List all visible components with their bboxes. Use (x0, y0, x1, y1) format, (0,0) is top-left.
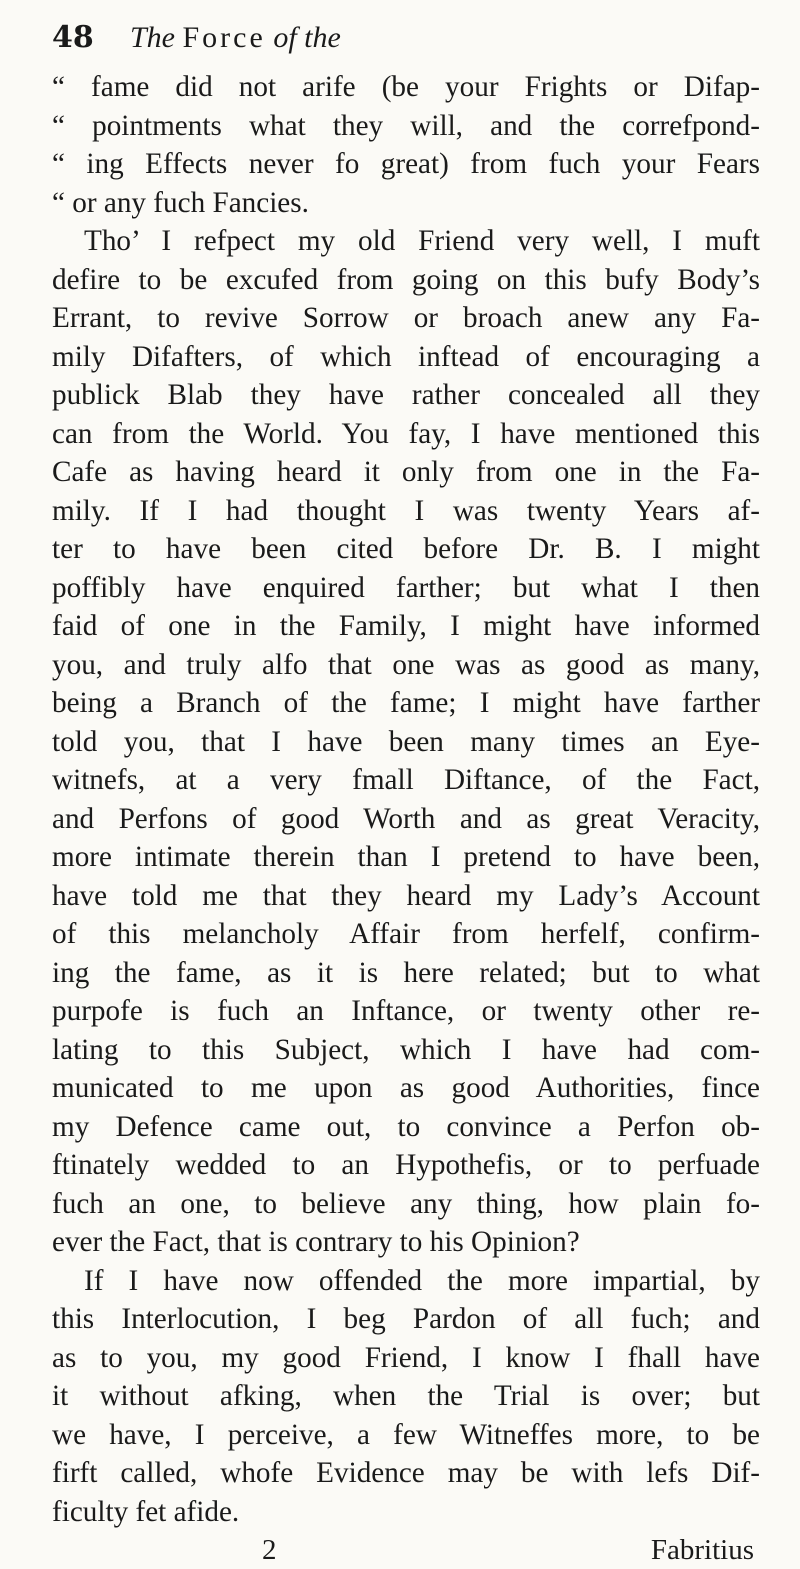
running-title-force: Force (182, 21, 266, 54)
signature-mark: 2 (262, 1534, 277, 1566)
text-line: of this melancholy Affair from herfelf, confirm- (52, 918, 760, 950)
text-line: ing the fame, as it is here related; but to what (52, 956, 760, 989)
text-line: faid of one in the Family, I might have informed (52, 610, 760, 642)
text-line: more intimate therein than I pretend to have been, (52, 841, 760, 873)
text-line: ever the Fact, that is contrary to his Opinion? (52, 1226, 580, 1258)
text-line: purpofe is fuch an Inftance, or twenty other re- (52, 995, 760, 1027)
text-line: you, and truly alfo that one was as good as many, (52, 648, 760, 681)
text-line: being a Branch of the fame; I might have farther (52, 687, 760, 719)
text-line: fuch an one, to believe any thing, how plain fo- (52, 1187, 760, 1220)
text-line: “ pointments what they will, and the correfpond- (52, 109, 760, 142)
text-line: If I have now offended the more impartial, by (84, 1264, 760, 1297)
text-line: have told me that they heard my Lady’s Account (52, 879, 760, 912)
text-line: firft called, whofe Evidence may be with lefs Dif- (52, 1457, 760, 1489)
body-text (52, 68, 760, 1531)
text-line: ftinately wedded to an Hypothefis, or to perfuade (52, 1149, 760, 1181)
text-line: Cafe as having heard it only from one in the Fa- (52, 456, 760, 488)
text-line: lating to this Subject, which I have had com- (52, 1033, 760, 1066)
text-line: municated to me upon as good Authorities, fince (52, 1072, 760, 1104)
text-line: mily. If I had thought I was twenty Years af- (52, 494, 760, 527)
text-line: Errant, to revive Sorrow or broach anew any Fa- (52, 302, 760, 334)
text-line: poffibly have enquired farther; but what I then (52, 571, 760, 604)
text-line: it without afking, when the Trial is over; but (52, 1380, 760, 1412)
text-line: and Perfons of good Worth and as great Veracity, (52, 802, 760, 835)
text-line: defire to be excufed from going on this bufy Body’s (52, 263, 760, 296)
text-line: told you, that I have been many times an Eye- (52, 725, 760, 758)
running-head (52, 20, 760, 62)
text-line: ter to have been cited before Dr. B. I might (52, 533, 760, 565)
text-line: we have, I perceive, a few Witneffes more, to be (52, 1418, 760, 1451)
text-line: Tho’ I refpect my old Friend very well, I muft (84, 225, 760, 257)
running-title-the-2: the (304, 21, 341, 54)
catchword: Fabritius (650, 1534, 754, 1566)
text-line: mily Difafters, of which inftead of encouraging a (52, 340, 760, 373)
text-line: my Defence came out, to convince a Perfon ob- (52, 1110, 760, 1143)
page-number: 48 (52, 20, 94, 55)
running-title-the: The (130, 21, 175, 54)
running-title-of: of (273, 21, 297, 54)
running-title (130, 21, 341, 55)
page-footer (52, 1531, 760, 1569)
text-line: publick Blab they have rather concealed all they (52, 379, 760, 411)
text-line: “ or any fuch Fancies. (52, 186, 309, 219)
text-line: this Interlocution, I beg Pardon of all fuch; and (52, 1303, 760, 1335)
text-line: witnefs, at a very fmall Diftance, of the Fact, (52, 764, 760, 796)
text-line: can from the World. You fay, I have mentioned this (52, 417, 760, 450)
text-line: as to you, my good Friend, I know I fhall have (52, 1341, 760, 1374)
text-line: ficulty fet afide. (52, 1495, 240, 1528)
text-line: “ ing Effects never fo great) from fuch your Fears (52, 148, 760, 180)
text-line: “ fame did not arife (be your Frights or Difap- (52, 71, 760, 103)
